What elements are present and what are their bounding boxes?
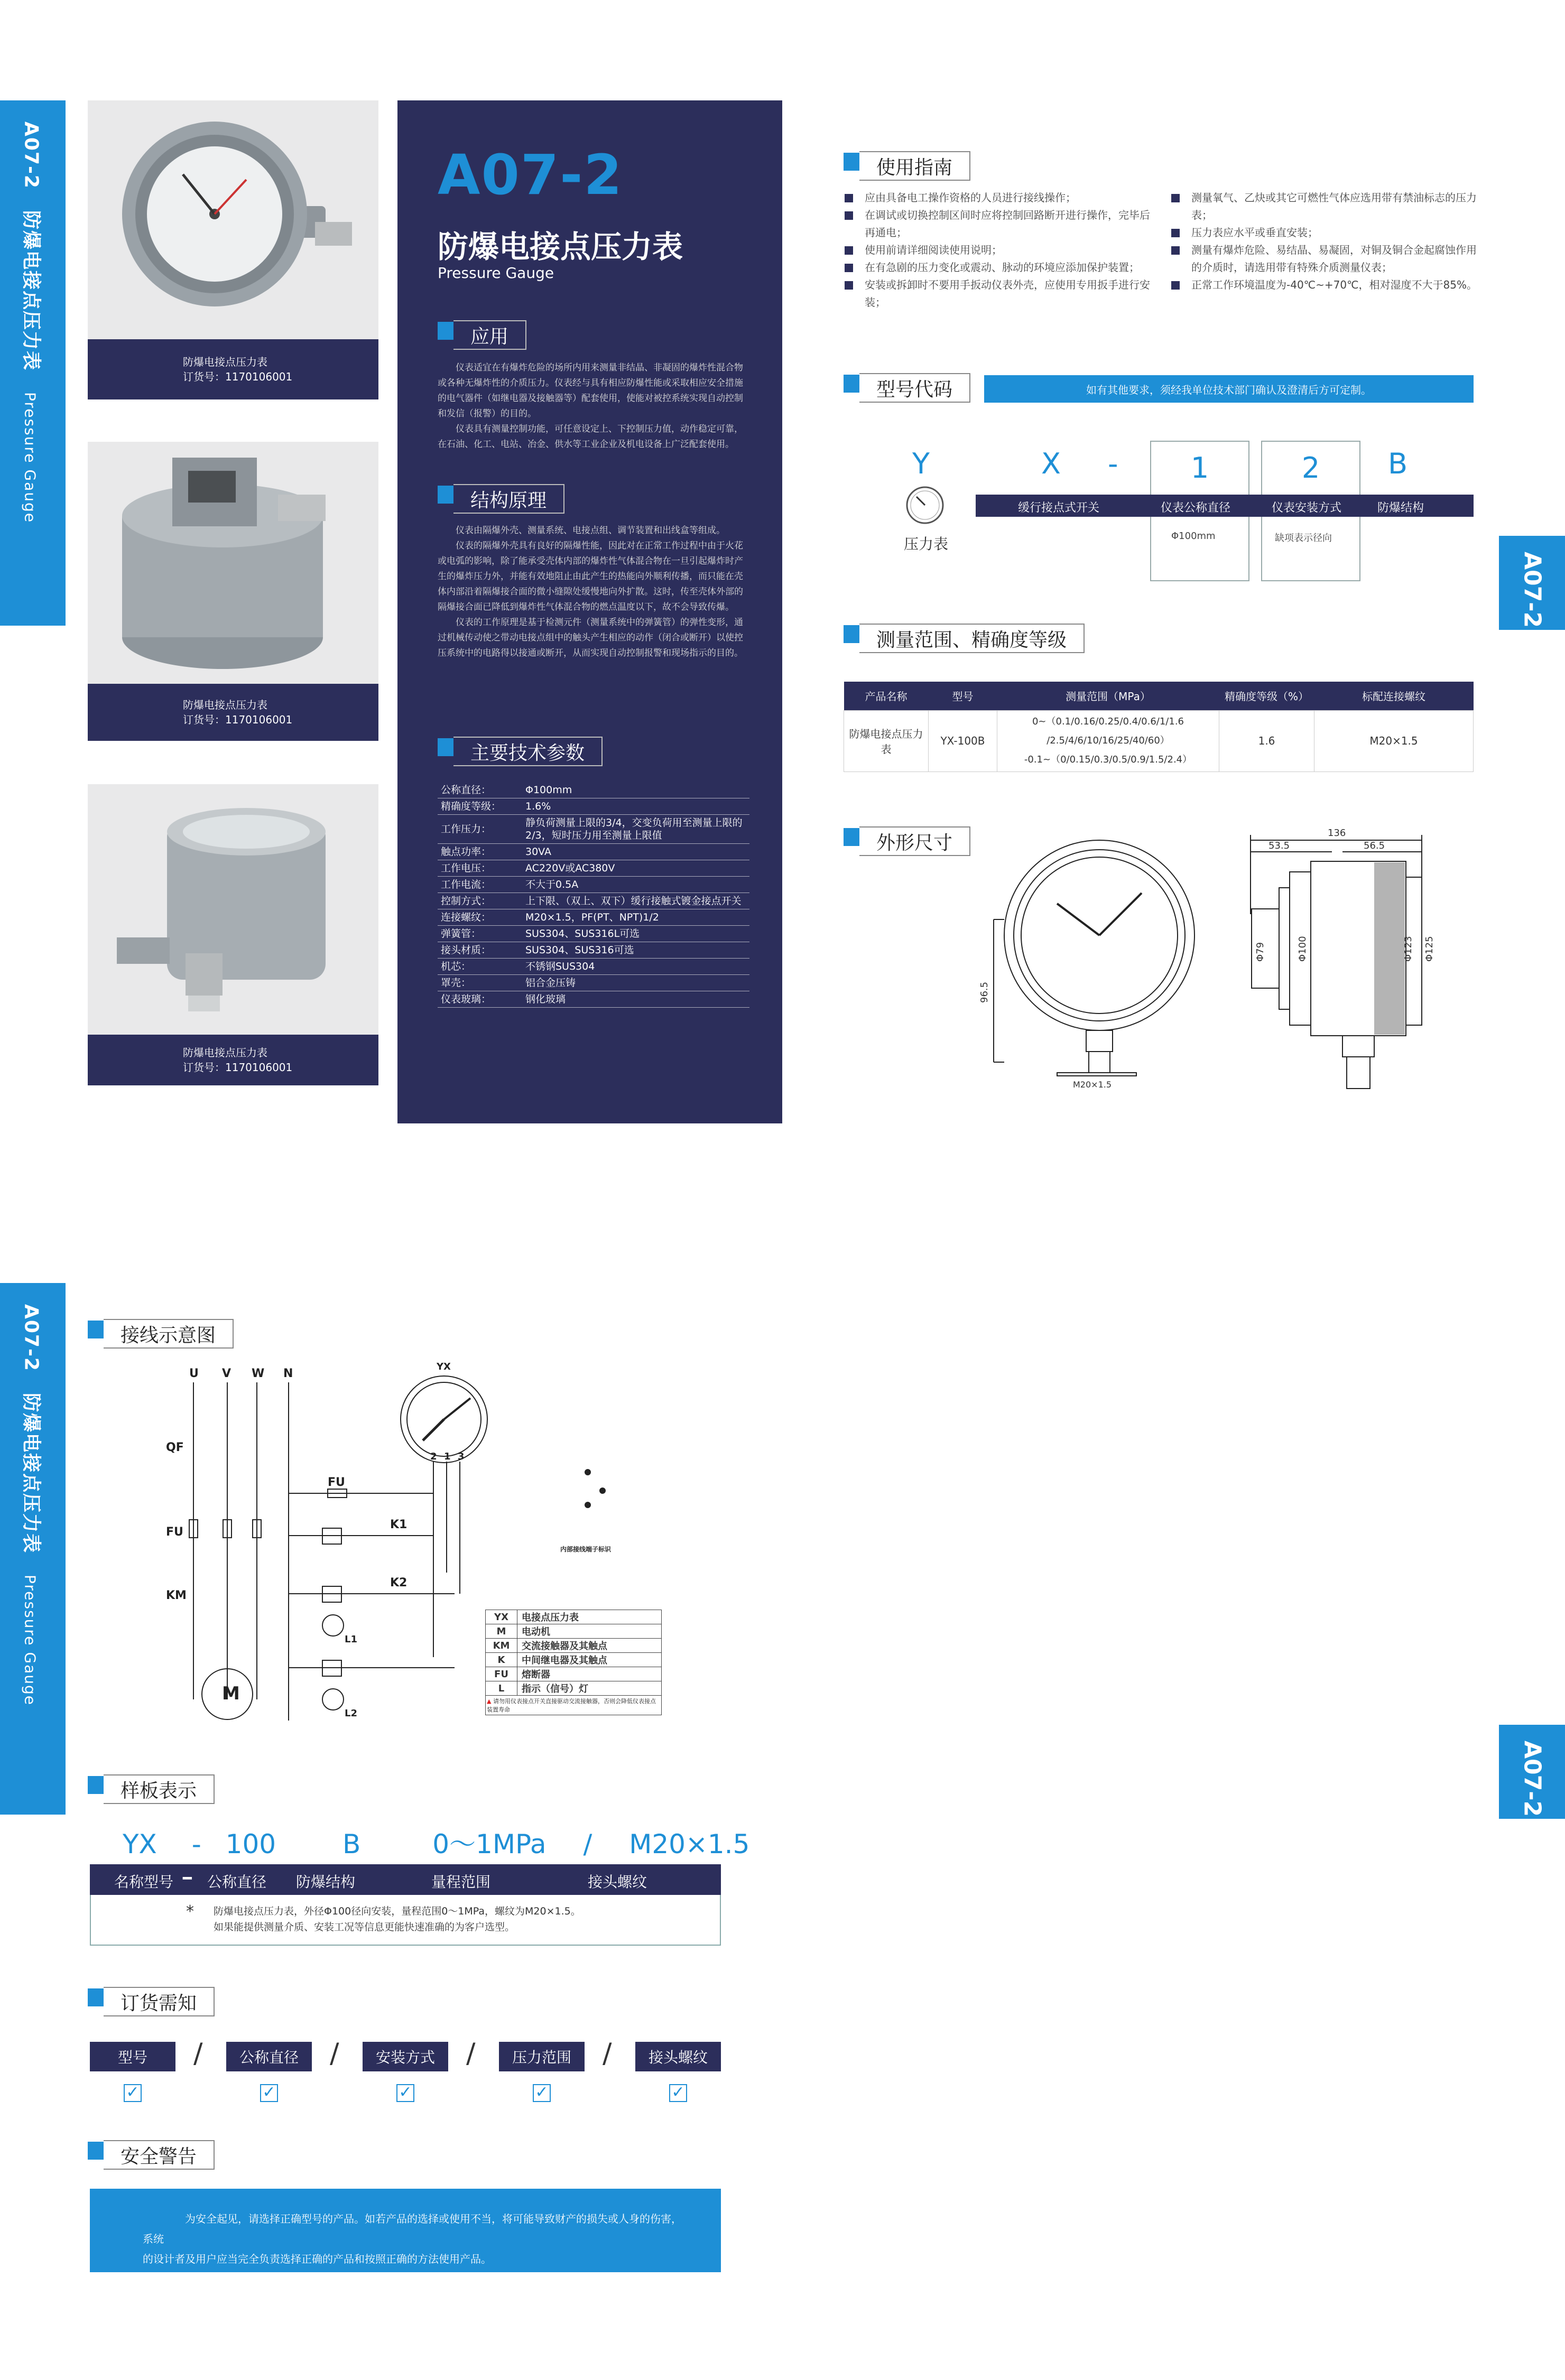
sample-bar-3: 防爆结构: [296, 1873, 356, 1891]
guide-item: 安装或拆卸时不要用手扳动仪表外壳，应使用专用扳手进行安装；: [844, 276, 1155, 311]
checkbox-icon[interactable]: ✓: [669, 2084, 687, 2102]
model-letter-b: B: [1388, 447, 1408, 480]
dim-phi100: Φ100: [1297, 936, 1308, 962]
spec-table: [438, 782, 749, 1008]
guide-item: 压力表应水平或垂直安装；: [1170, 224, 1482, 241]
spec-row: [438, 798, 749, 815]
caption-order: 订货号：1170106001: [183, 370, 293, 383]
sample-100: 100: [225, 1829, 276, 1860]
bar-label-2: 仪表公称直径: [1161, 501, 1231, 515]
model-note-bar: [984, 375, 1474, 403]
section-order-header: [88, 1983, 215, 2012]
side-tab-en: Pressure Gauge: [21, 392, 39, 524]
side-tab-code: A07-2: [20, 122, 42, 189]
spec-key: 接头材质：: [438, 942, 522, 959]
sample-slash: /: [583, 1829, 592, 1860]
order-item: 压力范围: [499, 2042, 585, 2071]
section-model-header: [844, 369, 970, 401]
spec-value: 不锈钢SUS304: [522, 959, 749, 975]
side-tab-top: [0, 100, 66, 626]
checkbox-icon[interactable]: ✓: [533, 2084, 551, 2102]
section-title: 型号代码: [859, 373, 970, 403]
checkbox-icon[interactable]: ✓: [124, 2084, 142, 2102]
safety-line-2: 的设计者及用户应当完全负责选择正确的产品和按照正确的方法使用产品。: [143, 2253, 492, 2265]
gauge-image-3: [88, 784, 378, 1035]
spec-row: [438, 975, 749, 991]
spec-value: SUS304、SUS316L可选: [522, 926, 749, 942]
legend-value: 中间继电器及其触点: [517, 1653, 662, 1667]
phase-v: V: [222, 1367, 231, 1380]
spec-value: 铝合金压铸: [522, 975, 749, 991]
hero-code: A07-2: [438, 143, 623, 207]
dim-phi123: Φ123: [1403, 936, 1414, 962]
hero-title-en: Pressure Gauge: [438, 264, 554, 282]
range-table: [844, 682, 1474, 772]
warning-icon: ▲: [487, 1698, 492, 1705]
section-title: 订货需知: [104, 1987, 215, 2016]
terminal-2: 2: [430, 1451, 437, 1462]
section-dims-header: [844, 822, 970, 852]
label-km: KM: [166, 1589, 187, 1602]
model-dash: -: [1108, 447, 1118, 480]
gauge-image-2: [88, 442, 378, 684]
spec-value: 30VA: [522, 844, 749, 860]
guide-item: 测量氧气、乙炔或其它可燃性气体应选用带有禁油标志的压力表；: [1170, 189, 1482, 224]
range-header-thread: 标配连接螺纹: [1314, 682, 1474, 710]
order-separator: /: [603, 2038, 612, 2069]
caption-name: 防爆电接点压力表: [183, 356, 267, 368]
spec-key: 弹簧管：: [438, 926, 522, 942]
label-qf: QF: [166, 1441, 184, 1454]
range-header-model: 型号: [929, 682, 997, 710]
bar-label-3: 仪表安装方式: [1272, 501, 1342, 515]
spec-row: [438, 991, 749, 1008]
order-item: 公称直径: [226, 2042, 312, 2071]
caption-order: 订货号：1170106001: [183, 1061, 293, 1074]
range-header-range: 测量范围（MPa）: [997, 682, 1219, 710]
order-separator: /: [466, 2038, 476, 2069]
legend-key: YX: [486, 1610, 517, 1624]
application-text: [438, 360, 749, 452]
label-yx: YX: [437, 1361, 451, 1372]
spec-key: 工作电压：: [438, 860, 522, 877]
model-sub-1: Φ100mm: [1171, 531, 1216, 542]
section-range-header: [844, 619, 1085, 649]
product-photo-1: [88, 100, 378, 339]
sample-bar: [90, 1864, 721, 1895]
caption-name: 防爆电接点压力表: [183, 1046, 267, 1059]
spec-row: [438, 815, 749, 844]
spec-value: SUS304、SUS316可选: [522, 942, 749, 959]
inner-title: 内部接线端子标识: [560, 1546, 612, 1553]
side-tab-bottom: [0, 1283, 66, 1815]
guide-item: 使用前请详细阅读使用说明；: [844, 241, 1155, 259]
terminal-3: 3: [458, 1451, 465, 1462]
label-m: M: [222, 1683, 240, 1704]
spec-row: [438, 844, 749, 860]
section-title: 测量范围、精确度等级: [859, 624, 1085, 653]
dim-m20: M20×1.5: [1073, 1080, 1112, 1090]
side-tab-cn: 防爆电接点压力表: [20, 210, 42, 371]
sample-bar-dash: ━: [183, 1870, 192, 1887]
sample-desc-box: [90, 1895, 721, 1946]
range-cell-thread: M20×1.5: [1314, 710, 1474, 771]
spec-value: 1.6%: [522, 798, 749, 815]
spec-value: M20×1.5，PF(PT、NPT)1/2: [522, 909, 749, 926]
checkbox-icon[interactable]: ✓: [396, 2084, 414, 2102]
guide-right: [1170, 189, 1482, 294]
section-guide-header: [844, 147, 970, 179]
model-letter-2: 2: [1301, 451, 1320, 485]
label-l1: L1: [345, 1634, 357, 1645]
section-title: 样板表示: [104, 1774, 215, 1804]
bar-label-4: 防爆结构: [1377, 501, 1424, 515]
section-title: 使用指南: [859, 151, 970, 181]
sample-line: [123, 1823, 749, 1861]
spec-row: [438, 877, 749, 893]
sample-thread: M20×1.5: [629, 1829, 750, 1860]
spec-value: 不大于0.5A: [522, 877, 749, 893]
side-tab-code-2: A07-2: [20, 1304, 42, 1372]
range-line-3: -0.1~（0/0.15/0.3/0.5/0.9/1.5/2.4）: [1024, 754, 1192, 765]
range-cell-name: 防爆电接点压力表: [844, 710, 929, 771]
legend-key: K: [486, 1653, 517, 1667]
section-sample-header: [88, 1770, 215, 1800]
legend-value: 熔断器: [517, 1667, 662, 1681]
safety-line-1: 为安全起见，请选择正确型号的产品。如若产品的选择或使用不当，将可能导致财产的损失或人身的伤害，系统: [143, 2212, 682, 2245]
right-tab-code-2: A07-2: [1518, 1741, 1545, 1817]
wiring-legend: [485, 1610, 662, 1715]
order-separator: /: [330, 2038, 339, 2069]
sample-bar-2: 公称直径: [207, 1873, 267, 1891]
spec-key: 工作电流：: [438, 877, 522, 893]
right-tab-1: [1499, 536, 1565, 630]
spec-key: 精确度等级：: [438, 798, 522, 815]
bar-label-1: 缓行接点式开关: [1018, 501, 1100, 515]
legend-key: L: [486, 1681, 517, 1696]
spec-key: 机芯：: [438, 959, 522, 975]
model-note: 如有其他要求，须经我单位技术部门确认及澄清后方可定制。: [1086, 383, 1372, 396]
legend-value: 电动机: [517, 1624, 662, 1639]
dim-53-5: 53.5: [1268, 840, 1290, 851]
product-photo-2: [88, 442, 378, 684]
model-bar: [976, 495, 1474, 517]
spec-value: Φ100mm: [522, 782, 749, 798]
legend-row: [486, 1653, 662, 1667]
sample-b: B: [342, 1829, 361, 1860]
section-title: 安全警告: [104, 2140, 215, 2170]
spec-key: 公称直径：: [438, 782, 522, 798]
spec-value: 钢化玻璃: [522, 991, 749, 1008]
caption-order: 订货号：1170106001: [183, 713, 293, 726]
phase-u: U: [189, 1367, 199, 1380]
label-k2: K2: [390, 1576, 408, 1589]
principle-p1: 仪表由隔爆外壳、测量系统、电接点组、调节装置和出线盒等组成。: [456, 525, 725, 536]
application-p2: 仪表具有测量控制功能，可任意设定上、下控制压力值，动作稳定可靠，在石油、化工、电站、冶金、供水等工业企业及机电设备上广泛配套使用。: [438, 424, 743, 450]
dim-96-5: 96.5: [979, 981, 990, 1003]
hero-title-cn: 防爆电接点压力表: [438, 229, 683, 265]
section-specs-header: [438, 732, 603, 762]
legend-row: [486, 1681, 662, 1696]
order-item: 安装方式: [363, 2042, 448, 2071]
order-item: 型号: [90, 2042, 175, 2071]
model-letter-y: Y: [912, 447, 930, 480]
legend-value: 电接点压力表: [517, 1610, 662, 1624]
sample-yx: YX: [123, 1829, 157, 1860]
range-header-accuracy: 精确度等级（%）: [1219, 682, 1314, 710]
sample-desc-2: 如果能提供测量介质、安装工况等信息更能快速准确的为客户选型。: [214, 1921, 515, 1933]
spec-row: [438, 926, 749, 942]
legend-row: [486, 1639, 662, 1653]
sample-bar-4: 量程范围: [431, 1873, 491, 1891]
principle-p2: 仪表的隔爆外壳具有良好的隔爆性能，因此对在正常工作过程中由于火花或电弧的影响，除了能承受壳体内部的爆炸性气体混合物在一旦引起爆炸时产生的爆炸压力外，并能有效地阻止由此产生的热能向外顺利传播，而只能在壳体内部沿着隔爆接合面的微小缝隙处缓慢地向外扩散。这时，传至壳体外部的隔爆接合面已降低到爆炸性气体混合物的燃点温度以下，故不会导致传爆。: [438, 541, 743, 612]
spec-key: 罩壳：: [438, 975, 522, 991]
spec-row: [438, 959, 749, 975]
sample-bar-1: 名称型号: [114, 1873, 174, 1891]
label-k1: K1: [390, 1518, 408, 1531]
legend-value: 指示（信号）灯: [517, 1681, 662, 1696]
guide-item: 测量有爆炸危险、易结晶、易凝固，对铜及铜合金起腐蚀作用的介质时，请选用带有特殊介质测量仪表；: [1170, 241, 1482, 276]
right-tab-code: A07-2: [1518, 552, 1545, 628]
guide-item: 在调试或切换控制区间时应将控制回路断开进行操作，完毕后再通电；: [844, 207, 1155, 241]
range-cell-range: [997, 710, 1219, 771]
range-header-name: 产品名称: [844, 682, 929, 710]
section-title: 结构原理: [453, 484, 564, 514]
legend-key: M: [486, 1624, 517, 1639]
section-application-header: [438, 316, 526, 346]
spec-row: [438, 942, 749, 959]
dim-phi79: Φ79: [1255, 942, 1266, 962]
spec-key: 工作压力：: [438, 815, 522, 844]
range-cell-model: YX-100B: [929, 710, 997, 771]
caption-name: 防爆电接点压力表: [183, 699, 267, 711]
order-item: 接头螺纹: [635, 2042, 721, 2071]
spec-value: 静负荷测量上限的3/4，交变负荷用至测量上限的2/3，短时压力用至测量上限值: [522, 815, 749, 844]
dim-56-5: 56.5: [1364, 840, 1385, 851]
spec-key: 控制方式：: [438, 893, 522, 909]
spec-row: [438, 893, 749, 909]
side-tab-cn-2: 防爆电接点压力表: [20, 1392, 42, 1554]
section-title: 应用: [453, 320, 526, 350]
checkbox-icon[interactable]: ✓: [260, 2084, 278, 2102]
model-letter-1: 1: [1190, 451, 1209, 485]
spec-key: 触点功率：: [438, 844, 522, 860]
photo-caption-2: [88, 684, 378, 741]
guide-left: [844, 189, 1155, 311]
section-title: 外形尺寸: [859, 826, 970, 856]
spec-value: 上下限、（双上、双下）缓行接触式镀金接点开关: [522, 893, 749, 909]
info-panel: [397, 100, 782, 1123]
gauge-icon: [905, 485, 945, 525]
safety-box: [90, 2189, 721, 2272]
sample-bar-5: 接头螺纹: [588, 1873, 647, 1891]
principle-p3: 仪表的工作原理是基于检测元件（测量系统中的弹簧管）的弹性变形，通过机械传动使之带动电接点组中的触头产生相应的动作（闭合或断开）以使控压系统中的电路得以接通或断开，从而实现自动控制报警和现场指示的目的。: [438, 617, 743, 658]
legend-value: 交流接触器及其触点: [517, 1639, 662, 1653]
photo-caption-3: [88, 1035, 378, 1085]
guide-item: 在有急剧的压力变化或震动、脉动的环境应添加保护装置；: [844, 259, 1155, 276]
product-photo-3: [88, 784, 378, 1035]
guide-item: 正常工作环境温度为-40℃~+70℃，相对湿度不大于85%。: [1170, 276, 1482, 294]
guide-item: 应由具备电工操作资格的人员进行接线操作；: [844, 189, 1155, 207]
dim-phi125: Φ125: [1424, 936, 1435, 962]
sample-star: *: [186, 1902, 194, 1921]
dim-136: 136: [1328, 828, 1346, 839]
spec-row: [438, 909, 749, 926]
range-line-2: /2.5/4/6/10/16/25/40/60）: [1047, 735, 1170, 746]
section-safety-header: [88, 2136, 215, 2168]
range-cell-accuracy: 1.6: [1219, 710, 1314, 771]
spec-key: 仪表玻璃：: [438, 991, 522, 1008]
phase-n: N: [283, 1367, 293, 1380]
spec-value: AC220V或AC380V: [522, 860, 749, 877]
label-fu: FU: [166, 1526, 183, 1539]
warning-text: 请勿用仪表接点开关直接驱动交流接触器，否则会降低仪表接点装置寿命: [487, 1698, 656, 1713]
spec-key: 连接螺纹：: [438, 909, 522, 926]
spec-row: [438, 860, 749, 877]
sample-desc-1: 防爆电接点压力表，外径Φ100径向安装，量程范围0～1MPa，螺纹为M20×1.5。: [214, 1905, 581, 1917]
photo-caption-1: [88, 339, 378, 399]
section-principle-header: [438, 480, 564, 512]
sample-dash: -: [191, 1829, 201, 1860]
model-letter-x: X: [1041, 447, 1061, 480]
dimension-drawing: [979, 824, 1490, 1120]
gauge-image-1: [88, 100, 378, 339]
legend-key: KM: [486, 1639, 517, 1653]
label-fu-2: FU: [328, 1476, 345, 1489]
model-sub-2: 缺项表示径向: [1275, 533, 1332, 544]
sample-range: 0～1MPa: [432, 1829, 547, 1860]
section-title: 接线示意图: [104, 1319, 234, 1349]
range-line-1: 0~（0.1/0.16/0.25/0.4/0.6/1/1.6: [1032, 716, 1184, 727]
gauge-label: 压力表: [904, 535, 949, 553]
spec-row: [438, 782, 749, 798]
principle-text: [438, 523, 749, 661]
order-separator: /: [193, 2038, 203, 2069]
legend-row: [486, 1610, 662, 1624]
side-tab-en-2: Pressure Gauge: [21, 1574, 39, 1706]
legend-key: FU: [486, 1667, 517, 1681]
legend-row: [486, 1624, 662, 1639]
legend-warning: [486, 1696, 662, 1715]
legend-row: [486, 1667, 662, 1681]
terminal-1: 1: [444, 1451, 451, 1462]
right-tab-2: [1499, 1725, 1565, 1819]
section-wiring-header: [88, 1315, 234, 1344]
application-p1: 仪表适宜在有爆炸危险的场所内用来测量非结晶、非凝固的爆炸性混合物或各种无爆炸性的介质压力。仪表经与具有相应防爆性能或采取相应安全措施的电气器件（如继电器及接触器等）配套使用，使能对被控系统实现自动控制和发信（报警）的目的。: [438, 362, 743, 419]
section-title: 主要技术参数: [453, 737, 603, 766]
label-l2: L2: [345, 1708, 357, 1719]
phase-w: W: [252, 1367, 265, 1380]
